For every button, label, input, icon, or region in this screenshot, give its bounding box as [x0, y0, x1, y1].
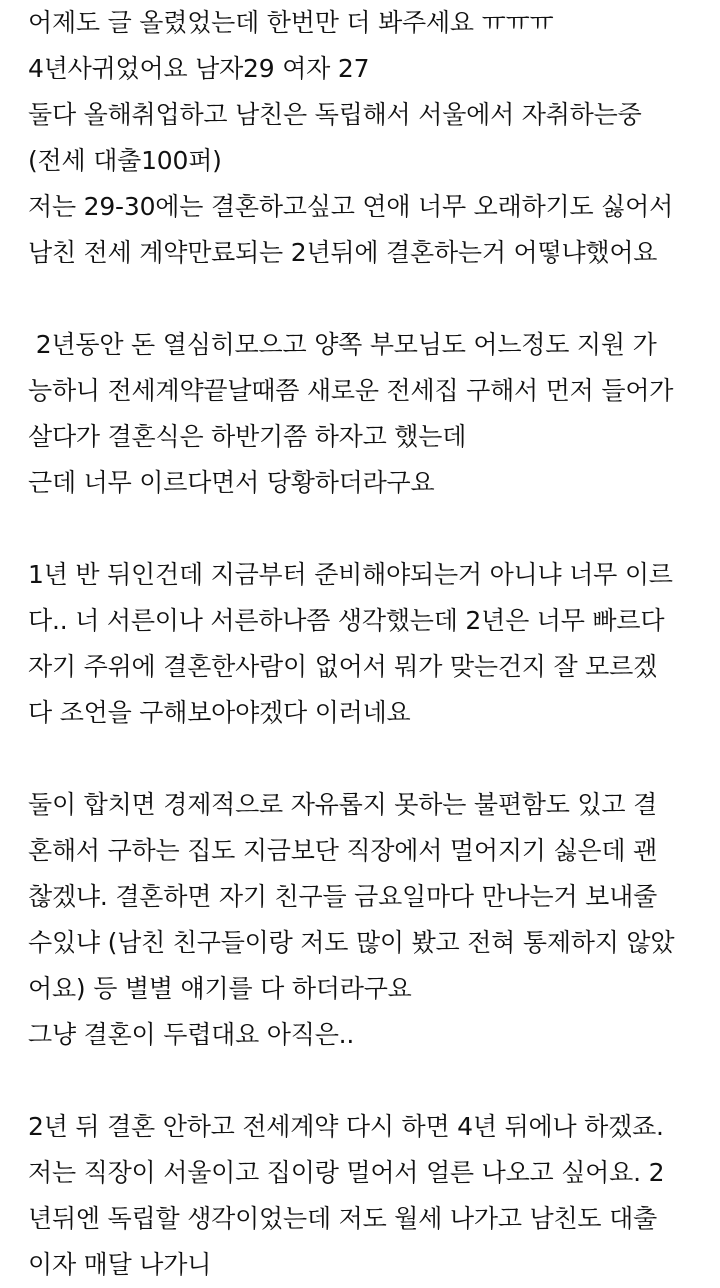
paragraph-gap — [28, 1058, 714, 1104]
post-line: 4년사귀었어요 남자29 여자 27 — [28, 54, 370, 83]
post-line: 둘다 올해취업하고 남친은 독립해서 서울에서 자취하는중 — [28, 100, 642, 129]
paragraph-gap — [28, 506, 714, 552]
post-line: 둘이 합치면 경제적으로 자유롭지 못하는 불편함도 있고 결 — [28, 790, 658, 819]
post-line: 다 조언을 구해보아야겠다 이러네요 — [28, 698, 411, 727]
post-line: 살다가 결혼식은 하반기쯤 하자고 했는데 — [28, 422, 467, 451]
post-line: 2년 뒤 결혼 안하고 전세계약 다시 하면 4년 뒤에나 하겠죠. — [28, 1112, 664, 1141]
post-line: 그냥 결혼이 두렵대요 아직은.. — [28, 1020, 355, 1049]
post-line: 혼해서 구하는 집도 지금보단 직장에서 멀어지기 싫은데 괜 — [28, 836, 658, 865]
post-line: 1년 반 뒤인건데 지금부터 준비해야되는거 아니냐 너무 이르 — [28, 560, 673, 589]
post-line: 어제도 글 올렸었는데 한번만 더 봐주세요 ㅠㅠㅠ — [28, 8, 554, 37]
post-line: 수있냐 (남친 친구들이랑 저도 많이 봤고 전혀 통제하지 않았 — [28, 928, 675, 957]
post-body — [28, 0, 714, 1288]
post-line: 2년동안 돈 열심히모으고 양쪽 부모님도 어느정도 지원 가 — [28, 330, 657, 359]
post-line: 저는 직장이 서울이고 집이랑 멀어서 얼른 나오고 싶어요. 2 — [28, 1158, 665, 1187]
post-line: 년뒤엔 독립할 생각이었는데 저도 월세 나가고 남친도 대출 — [28, 1204, 658, 1233]
post-line: 근데 너무 이르다면서 당황하더라구요 — [28, 468, 435, 497]
post-line: 능하니 전세계약끝날때쯤 새로운 전세집 구해서 먼저 들어가 — [28, 376, 674, 405]
post-line: 이자 매달 나가니 — [28, 1250, 212, 1279]
post-line: 자기 주위에 결혼한사람이 없어서 뭐가 맞는건지 잘 모르겠 — [28, 652, 658, 681]
post-line: 저는 29-30에는 결혼하고싶고 연애 너무 오래하기도 싫어서 — [28, 192, 674, 221]
paragraph-gap — [28, 276, 714, 322]
post-line: 어요) 등 별별 얘기를 다 하더라구요 — [28, 974, 412, 1003]
post-line: 남친 전세 계약만료되는 2년뒤에 결혼하는거 어떻냐했어요 — [28, 238, 658, 267]
post-line: 다.. 너 서른이나 서른하나쯤 생각했는데 2년은 너무 빠르다 — [28, 606, 665, 635]
post-line: 찮겠냐. 결혼하면 자기 친구들 금요일마다 만나는거 보내줄 — [28, 882, 658, 911]
paragraph-gap — [28, 736, 714, 782]
post-line: (전세 대출100퍼) — [28, 146, 222, 175]
